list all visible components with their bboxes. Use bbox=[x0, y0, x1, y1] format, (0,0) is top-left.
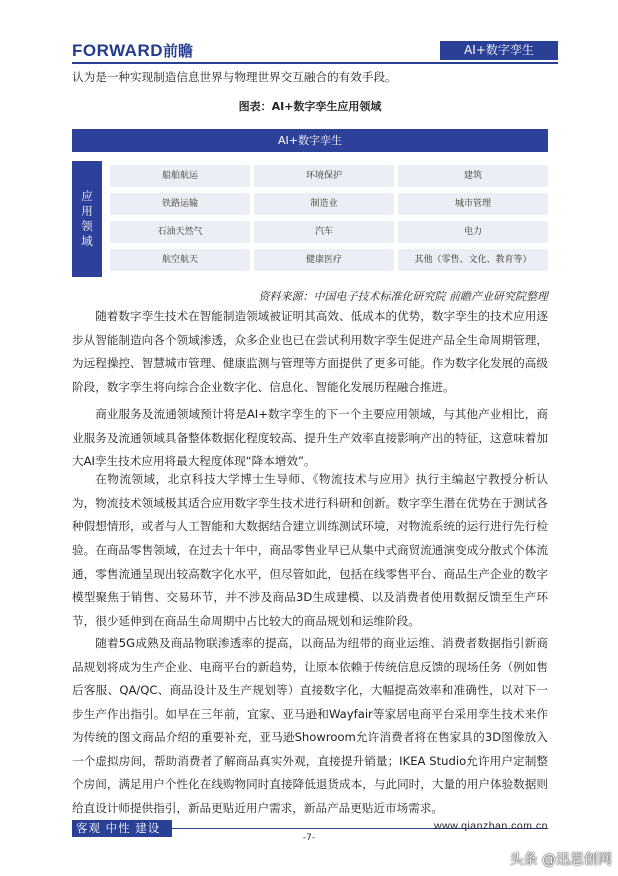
body-paragraph: 随着数字孪生技术在智能制造领域被证明其高效、低成本的优势，数字孪生的技术应用逐步从智能制造向各个领域渗透，众多企业也已在尝试利用数字孪生促进产品全生命周期管理，为远程操控、智慧城市管理、健康监测与管理等方面提供了更多可能。作为数字化发展的高级阶段，数字孪生将向综合企业数字化、信息化、智能化发展历程融合推进。 bbox=[72, 309, 548, 394]
domain-cell: 铁路运输 bbox=[110, 193, 250, 215]
side-char: 用 bbox=[81, 204, 93, 218]
logo-en: FORWARD bbox=[72, 41, 164, 60]
application-domain-diagram bbox=[72, 129, 548, 277]
page-header bbox=[72, 40, 558, 64]
header-topic-tag: AI+数字孪生 bbox=[440, 41, 558, 60]
watermark: 头条 @迅思创网 bbox=[509, 852, 612, 868]
domain-cell: 建筑 bbox=[398, 165, 548, 187]
domain-cell: 城市管理 bbox=[398, 193, 548, 215]
footer-url: www.qianzhan.com.cn bbox=[434, 820, 548, 832]
side-char: 应 bbox=[81, 189, 93, 203]
diagram-side-label bbox=[72, 161, 102, 277]
forward-logo bbox=[72, 40, 193, 61]
body-paragraph: 在商品零售领域，在过去十年中，商品零售业早已从集中式商贸流通演变成分散式个体流通，零售流通呈现出较高数字化水平，但尽管如此，包括在线零售平台、商品生产企业的数字模型聚焦于销售、交易环节，并不涉及商品3D生成建模、以及消费者使用数据反馈至生产环节，很少延伸到在商品生命周期中占比较大的商品规划和运维阶段。 bbox=[72, 543, 548, 628]
domain-cell: 石油天然气 bbox=[110, 221, 250, 243]
footer-slogan: 客观 中性 建设性 bbox=[72, 820, 172, 837]
side-char: 领 bbox=[81, 219, 93, 233]
logo-cn: 前瞻 bbox=[163, 42, 194, 60]
domain-cell: 环境保护 bbox=[254, 165, 394, 187]
domain-cell: 制造业 bbox=[254, 193, 394, 215]
header-divider bbox=[72, 62, 558, 64]
domain-cell: 电力 bbox=[398, 221, 548, 243]
body-paragraph: 在物流领域，北京科技大学博士生导师、《物流技术与应用》执行主编赵宁教授分析认为，物流技术领域极其适合应用数字孪生技术进行科研和创新。数字孪生潜在优势在于测试各种假想情形，或者与人工智能和大数据结合建立训练测试环境，对物流系统的运行进行先行检验。 bbox=[72, 472, 548, 557]
figure-source: 资料来源：中国电子技术标准化研究院 前瞻产业研究院整理 bbox=[258, 290, 548, 303]
domain-cell: 其他（零售、文化、教育等） bbox=[398, 249, 548, 271]
page-number: -7- bbox=[302, 833, 316, 843]
figure-title: 图表：AI+数字孪生应用领域 bbox=[238, 100, 382, 113]
domain-cell: 船舶航运 bbox=[110, 165, 250, 187]
domain-cell: 健康医疗 bbox=[254, 249, 394, 271]
body-paragraph: 商业服务及流通领域预计将是AI+数字孪生的下一个主要应用领域，与其他产业相比，商业服务及流通领域具备整体数据化程度较高、提升生产效率直接影响产出的特征，这意味着加大AI孪生技术应用将最大程度体现“降本增效”。 bbox=[72, 407, 548, 468]
side-char: 域 bbox=[81, 234, 93, 248]
intro-line: 认为是一种实现制造信息世界与物理世界交互融合的有效手段。 bbox=[72, 70, 397, 84]
domain-cell: 航空航天 bbox=[110, 249, 250, 271]
body-paragraph: 随着5G成熟及商品物联渗透率的提高，以商品为纽带的商业运维、消费者数据指引新商品规划将成为生产企业、电商平台的新趋势，让原本依赖于传统信息反馈的现场任务（例如售后客服、QA/QC、商品设计及生产规划等）直接数字化，大幅提高效率和准确性，以对下一步生产作出指引。如早在三年前，宜家、亚马逊和Wayfair等家居电商平台采用孪生技术来作为传统的图文商品介绍的重要补充，亚马逊Showroom允许消费者将在售家具的3D图像放入一个虚拟房间，帮助消费者了解商品真实外观，直接提升销量；IKEA Studio允许用户定制整个房间，满足用户个性化在线购物同时直接降低退货成本，与此同时，大量的用户体验数据则给直设计师提供指引，新品更贴近用户需求，新品产品更贴近市场需求。 bbox=[72, 636, 548, 815]
diagram-header: AI+数字孪生 bbox=[72, 129, 548, 152]
domain-cell: 汽车 bbox=[254, 221, 394, 243]
